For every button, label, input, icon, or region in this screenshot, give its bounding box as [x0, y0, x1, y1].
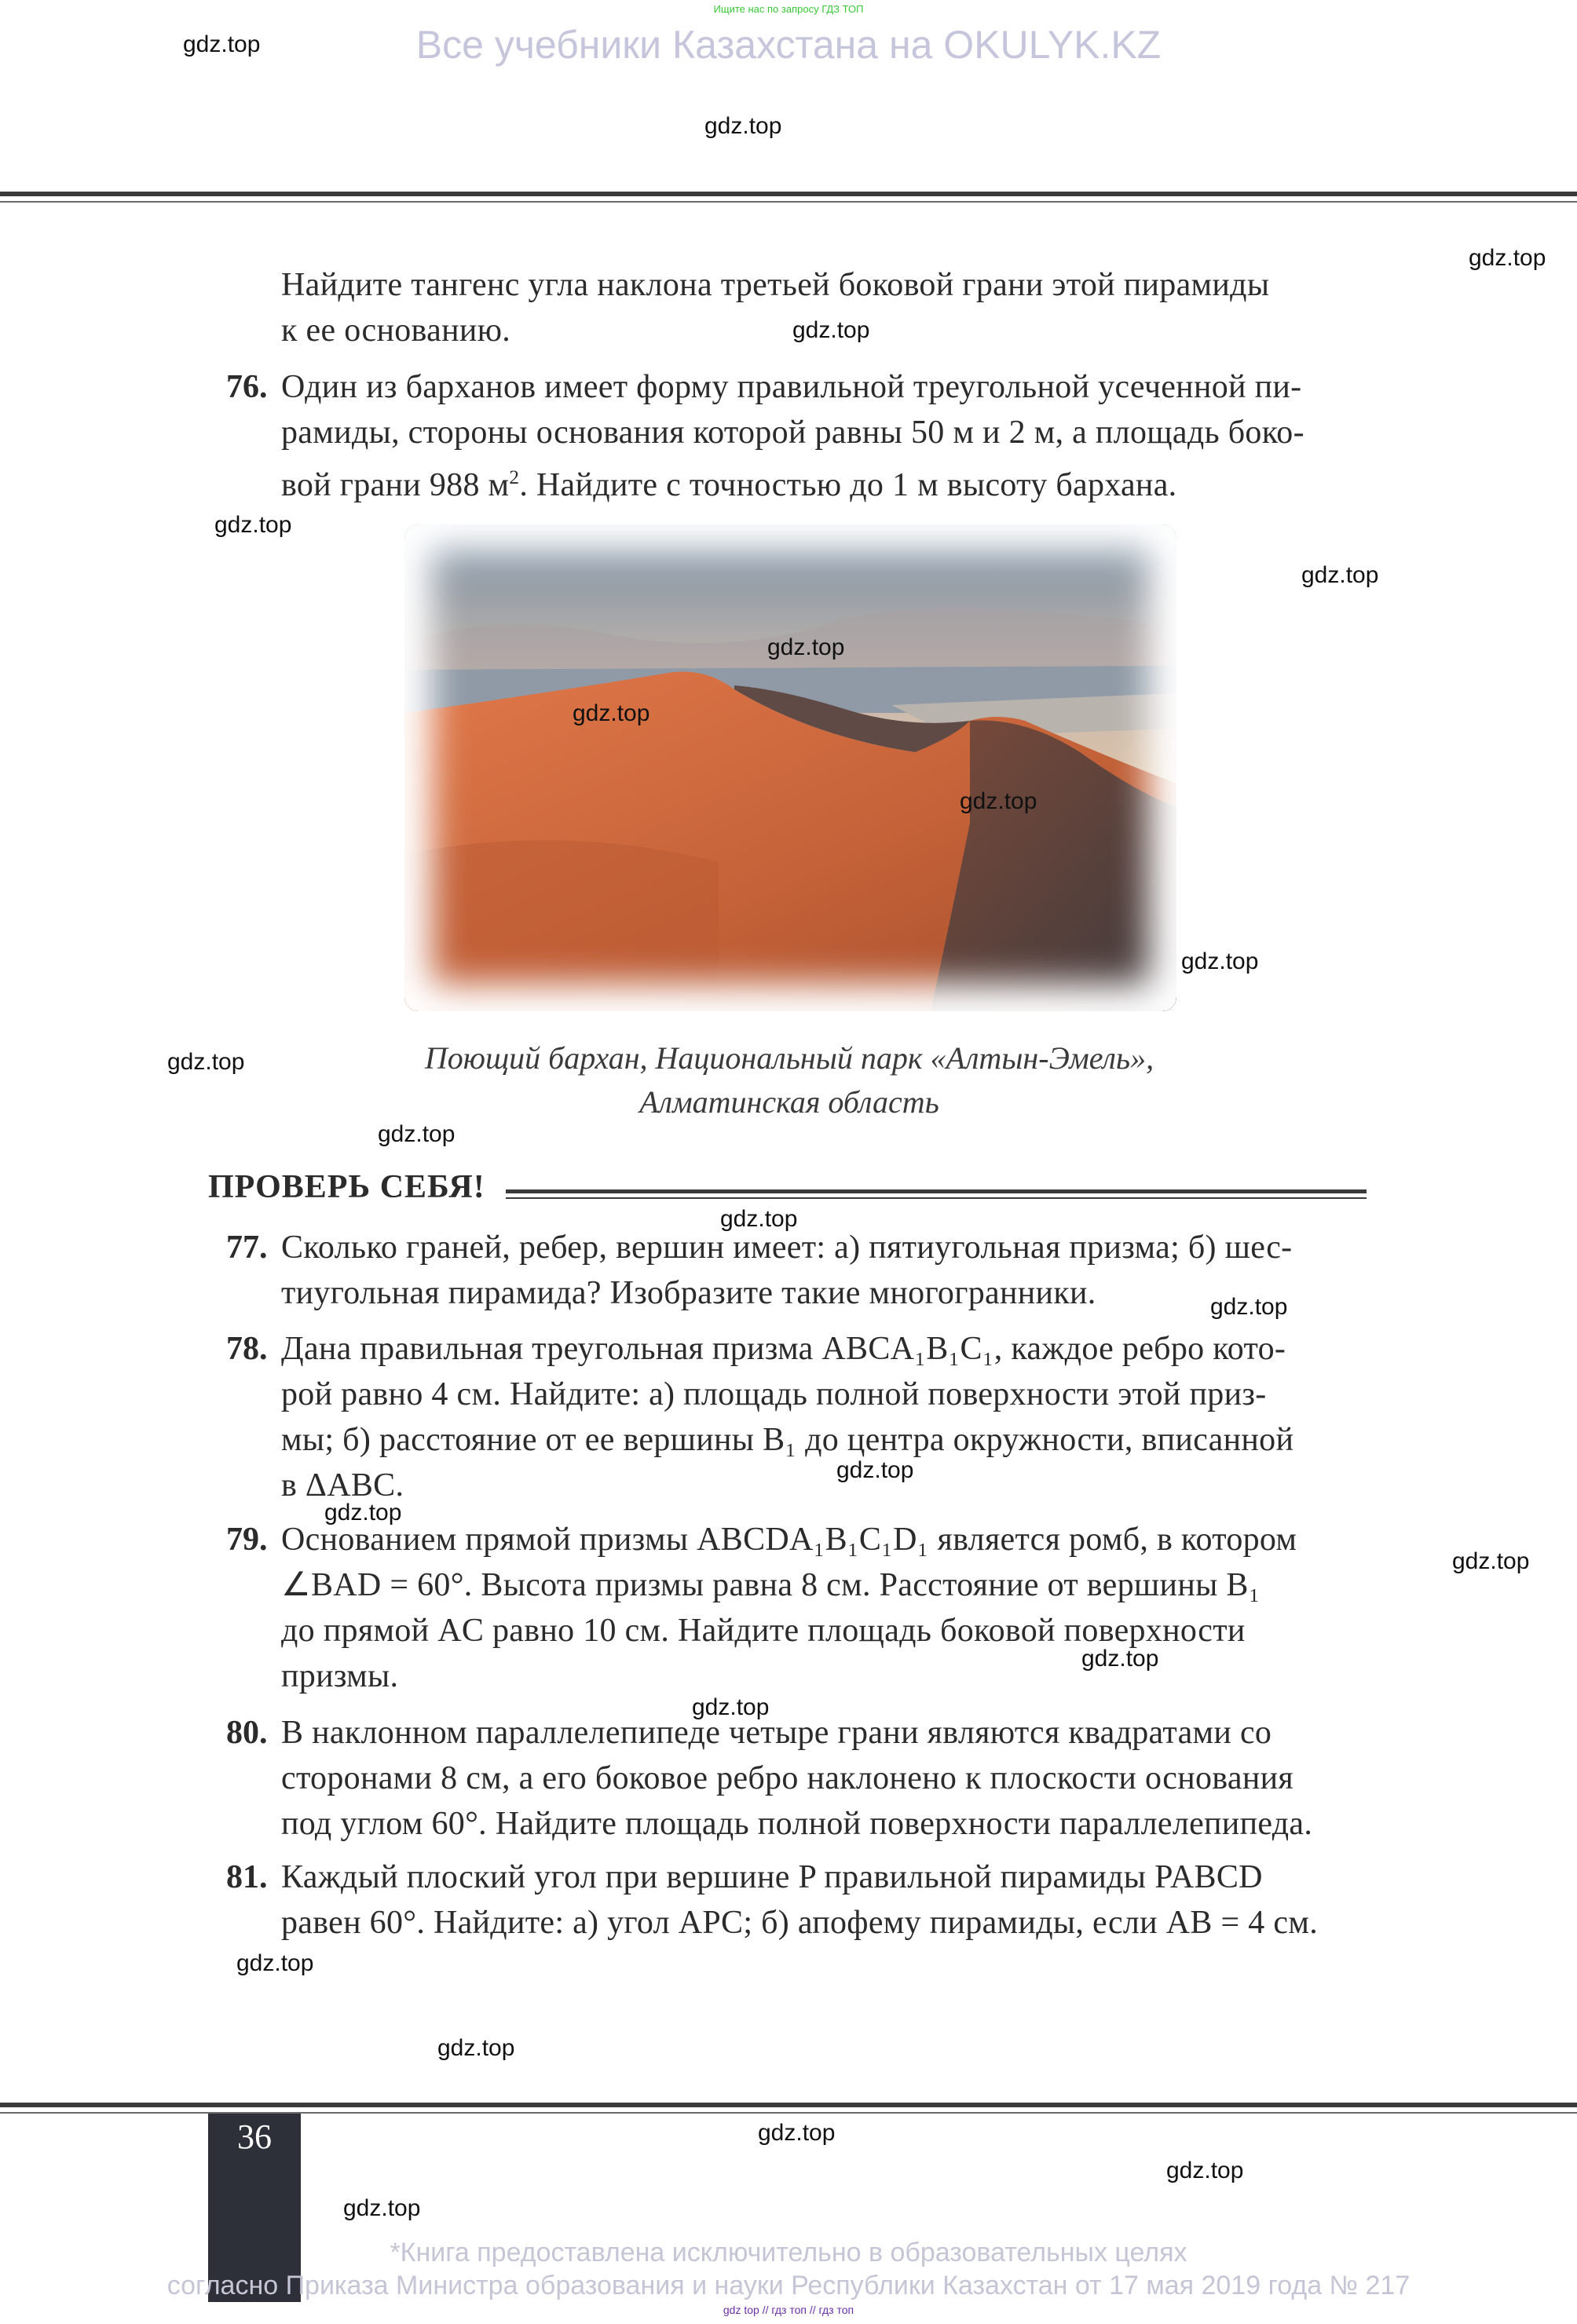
watermark: gdz.top: [1469, 245, 1546, 271]
problem-number: 76.: [226, 369, 268, 405]
footer-note: *Книга предоставлена исключительно в образовательных целях: [390, 2238, 1187, 2267]
watermark: gdz.top: [960, 788, 1037, 814]
watermark: gdz.top: [343, 2195, 421, 2221]
watermark: gdz.top: [792, 317, 870, 343]
text-line: В наклонном параллелепипеде четыре грани являются квадратами со: [281, 1715, 1272, 1751]
dune-photo: [404, 524, 1176, 1011]
text-line: мы; б) расстояние от ее вершины B₁ до центра окружности, вписанной: [281, 1422, 1294, 1458]
watermark: gdz.top: [1452, 1548, 1530, 1574]
section-title: ПРОВЕРЬ СЕБЯ!: [208, 1169, 485, 1205]
text-line: равен 60°. Найдите: а) угол APC; б) апофему пирамиды, если AB = 4 см.: [281, 1905, 1318, 1941]
text-line: рой равно 4 см. Найдите: а) площадь полной поверхности этой приз-: [281, 1376, 1267, 1412]
text-line: вой грани 988 $м^2$. Найдите с точностью до 1 м высоту бархана.: [281, 467, 1177, 503]
problem-79: [281, 1517, 1365, 1699]
text-line: Дана правильная треугольная призма ABCA₁B₁C₁, каждое ребро кото-: [281, 1331, 1286, 1367]
caption-line: Поющий бархан, Национальный парк «Алтын-Эмель»,: [424, 1040, 1154, 1076]
watermark: gdz.top: [1181, 948, 1259, 974]
top-rule-thin: [0, 201, 1577, 203]
text-line: призмы.: [281, 1658, 399, 1694]
section-rule-thin: [506, 1197, 1367, 1199]
text-line: рамиды, стороны основания которой равны 50 м и 2 м, а площадь боко-: [281, 415, 1304, 451]
problem-80: [281, 1710, 1365, 1847]
watermark: gdz.top: [183, 31, 261, 57]
watermark: gdz.top: [1210, 1294, 1288, 1320]
section-rule: [506, 1189, 1367, 1193]
text-line: Основанием прямой призмы ABCDA₁B₁C₁D₁ является ромб, в котором: [281, 1522, 1297, 1558]
watermark: gdz.top: [1166, 2158, 1244, 2183]
problem-number: 80.: [226, 1715, 268, 1751]
problem-81: [281, 1854, 1365, 1946]
watermark: gdz.top: [1301, 562, 1379, 588]
problem-number: 79.: [226, 1522, 268, 1558]
watermark: gdz.top: [324, 1500, 402, 1526]
watermark: gdz.top: [836, 1457, 914, 1483]
problem-76: [281, 364, 1365, 508]
text-line: тиугольная пирамида? Изобразите такие многогранники.: [281, 1275, 1096, 1311]
text-line: до прямой AC равно 10 см. Найдите площадь боковой поверхности: [281, 1613, 1246, 1649]
watermark: gdz.top: [767, 634, 845, 660]
problem-number: 77.: [226, 1230, 268, 1266]
problem-78: [281, 1326, 1365, 1508]
bottom-rule: [0, 2103, 1577, 2107]
text-line: ∠BAD = 60°. Высота призмы равна 8 см. Расстояние от вершины B₁: [281, 1567, 1261, 1603]
watermark: gdz.top: [214, 512, 292, 538]
watermark: gdz.top: [573, 700, 650, 726]
site-banner[interactable]: Все учебники Казахстана на OKULYK.KZ: [415, 23, 1162, 67]
watermark: gdz.top: [1081, 1646, 1159, 1672]
page-number: 36: [237, 2118, 272, 2156]
text-line: сторонами 8 см, а его боковое ребро наклонено к плоскости основания: [281, 1760, 1293, 1796]
footer-links[interactable]: gdz top // гдз топ // гдз топ: [723, 2304, 854, 2316]
text-line: Один из барханов имеет форму правильной треугольной усеченной пи-: [281, 369, 1302, 405]
caption-line: Алматинская область: [639, 1084, 939, 1120]
watermark: gdz.top: [236, 1950, 314, 1976]
watermark: gdz.top: [704, 113, 782, 139]
text-line: к ее основанию.: [281, 312, 511, 349]
watermark: gdz.top: [437, 2035, 515, 2061]
problem-77: [281, 1225, 1365, 1316]
watermark: gdz.top: [720, 1206, 798, 1232]
watermark: gdz.top: [167, 1049, 245, 1075]
problem-number: 78.: [226, 1331, 268, 1367]
watermark: gdz.top: [758, 2120, 836, 2146]
search-note: Ищите нас по запросу ГДЗ ТОП: [713, 3, 864, 15]
top-rule: [0, 192, 1577, 196]
dune-illustration: [404, 524, 1176, 1011]
text-line: Сколько граней, ребер, вершин имеет: а) пятиугольная призма; б) шес-: [281, 1230, 1293, 1266]
text-line: в ΔABC.: [281, 1467, 404, 1504]
footer-decree: согласно Приказа Министра образования и науки Республики Казахстан от 17 мая 2019 года № 217: [166, 2271, 1411, 2300]
photo-caption: [353, 1036, 1225, 1124]
text-line: Найдите тангенс угла наклона третьей боковой грани этой пирамиды: [281, 267, 1270, 303]
watermark: gdz.top: [692, 1694, 770, 1720]
text-line: Каждый плоский угол при вершине P правильной пирамиды PABCD: [281, 1859, 1263, 1895]
problem-number: 81.: [226, 1859, 268, 1895]
text-line: под углом 60°. Найдите площадь полной поверхности параллелепипеда.: [281, 1806, 1313, 1842]
watermark: gdz.top: [378, 1121, 456, 1147]
